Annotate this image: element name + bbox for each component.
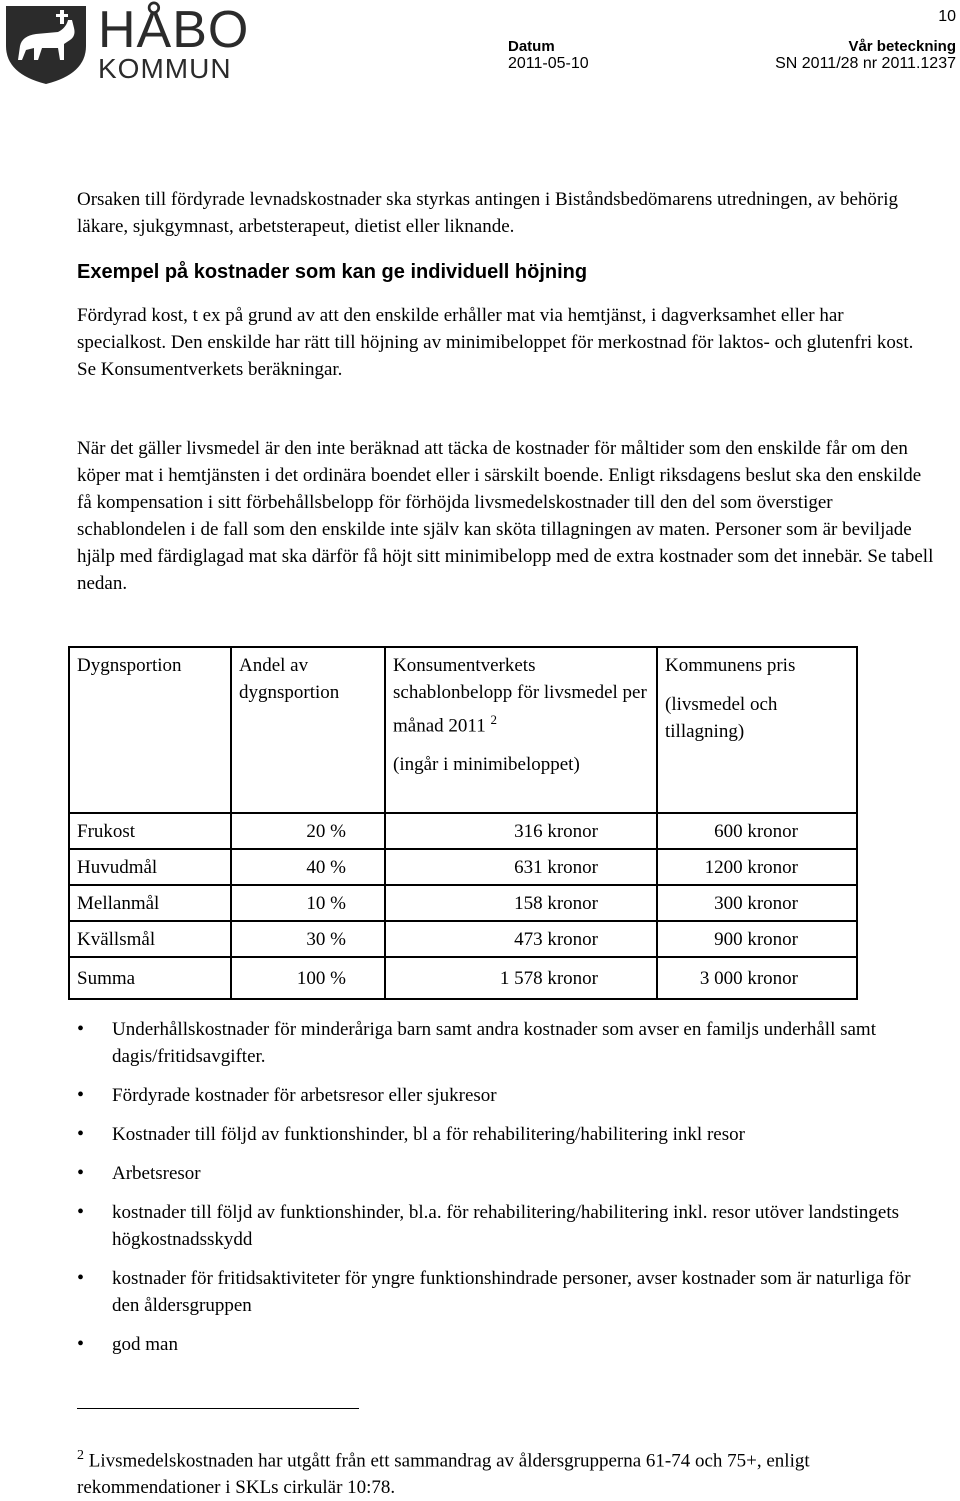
table-row (69, 921, 857, 957)
footnote-ref: 2 (490, 712, 497, 727)
cell-portion: Frukost (69, 813, 231, 849)
footnote (77, 1442, 937, 1501)
cell-consumer: 1 578 kronor (385, 957, 657, 999)
coat-of-arms-icon (2, 2, 92, 86)
cell-share: 40 % (231, 849, 385, 885)
reference-value: SN 2011/28 nr 2011.1237 (775, 55, 956, 72)
header-portion: Dygnsportion (69, 647, 231, 813)
cell-portion: Summa (69, 957, 231, 999)
list-item: • Underhållskostnader för minderåriga barn samt andra kostnader som avser en familjs underhåll samt dagis/fritidsavgifter. (77, 1016, 937, 1070)
logo-sub: KOMMUN (98, 53, 232, 84)
list-item: • Fördyrade kostnader för arbetsresor eller sjukresor (77, 1082, 937, 1109)
logo-name: HÅBO (98, 1, 250, 59)
list-item: • Arbetsresor (77, 1160, 937, 1187)
list-item: • Kostnader till följd av funktionshinder, bl a för rehabilitering/habilitering inkl resor (77, 1121, 937, 1148)
reference-label: Vår beteckning (848, 38, 956, 55)
table-row-total (69, 957, 857, 999)
table-row (69, 849, 857, 885)
paragraph-diet: Fördyrad kost, t ex på grund av att den enskilde erhåller mat via hemtjänst, i dagverksamhet eller har specialkost. Den enskilde har rätt till höjning av minimibeloppet för merkostnad för laktos- och glutenfri kost. Se Konsumentverkets beräkningar. (77, 305, 914, 380)
cost-bullet-list (77, 1016, 937, 1370)
footnote-text: Livsmedelskostnaden har utgått från ett sammandrag av åldersgrupperna 61-74 och 75+, enligt rekommendationer i SKLs cirkulär 10:78. (77, 1450, 810, 1499)
cell-consumer: 631 kronor (385, 849, 657, 885)
cell-portion: Huvudmål (69, 849, 231, 885)
cell-consumer: 316 kronor (385, 813, 657, 849)
cell-municipal: 3 000 kronor (657, 957, 857, 999)
header-municipal-main: Kommunens pris (665, 655, 796, 676)
list-item: • god man (77, 1331, 937, 1358)
table-row (69, 885, 857, 921)
paragraph-reason: Orsaken till fördyrade levnadskostnader ska styrkas antingen i Biståndsbedömarens utredningen, av behörig läkare, sjukgymnast, arbetsterapeut, dietist eller liknande. (77, 189, 899, 237)
date-value: 2011-05-10 (508, 55, 589, 72)
header-share: Andel av dygnsportion (231, 647, 385, 813)
cost-table (68, 646, 858, 1000)
cell-consumer: 158 kronor (385, 885, 657, 921)
paragraph-food: När det gäller livsmedel är den inte beräknad att täcka de kostnader för måltider som den enskilde får om den köper mat i hemtjänsten i det ordinära boendet eller i särskilt boende. Enligt riksdagens beslut ska den enskilde få kompensation i sitt förbehållsbelopp för förhöjda livsmedelskostnader till den del som överstiger schablondelen i de fall som den enskilde inte själv kan sköta tillagningen av maten. Personer som är beviljade hjälp med färdiglagad mat ska därför få höjt sitt minimibelopp med de extra kostnader som det innebär. Se tabell nedan. (77, 438, 934, 594)
municipality-logo (2, 1, 250, 86)
cell-share: 100 % (231, 957, 385, 999)
date-block (508, 38, 589, 73)
cell-municipal: 300 kronor (657, 885, 857, 921)
list-item: • kostnader för fritidsaktiviteter för yngre funktionshindrade personer, avser kostnader som är naturliga för den åldersgruppen (77, 1265, 937, 1319)
cell-portion: Mellanmål (69, 885, 231, 921)
cell-share: 20 % (231, 813, 385, 849)
cell-municipal: 600 kronor (657, 813, 857, 849)
header-municipal (657, 647, 857, 813)
footnote-divider (77, 1408, 359, 1409)
table-header-row (69, 647, 857, 813)
cell-portion: Kvällsmål (69, 921, 231, 957)
cell-share: 30 % (231, 921, 385, 957)
cell-consumer: 473 kronor (385, 921, 657, 957)
date-label: Datum (508, 38, 555, 55)
page-number: 10 (938, 8, 956, 25)
cell-municipal: 900 kronor (657, 921, 857, 957)
cell-municipal: 1200 kronor (657, 849, 857, 885)
table-row (69, 813, 857, 849)
footnote-marker: 2 (77, 1448, 84, 1463)
header-municipal-note: (livsmedel och tillagning) (665, 694, 778, 742)
cell-share: 10 % (231, 885, 385, 921)
header-consumer (385, 647, 657, 813)
section-heading: Exempel på kostnader som kan ge individuell höjning (77, 261, 588, 283)
header-consumer-main: Konsumentverkets schablonbelopp för livsmedel per månad 2011 (393, 655, 647, 737)
header-consumer-note: (ingår i minimibeloppet) (393, 754, 580, 776)
logo-wordmark (98, 1, 250, 84)
reference-block (775, 38, 956, 73)
list-item: • kostnader till följd av funktionshinder, bl.a. för rehabilitering/habilitering inkl. resor utöver landstingets högkostnadsskydd (77, 1199, 937, 1253)
